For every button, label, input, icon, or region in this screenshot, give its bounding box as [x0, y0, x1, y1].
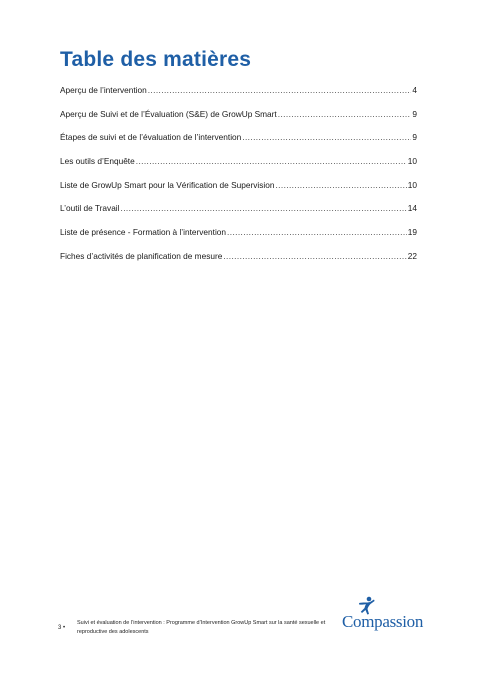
page-title: Table des matières	[60, 48, 252, 71]
toc-dot-leader	[227, 227, 407, 237]
table-of-contents	[60, 85, 417, 275]
toc-entry[interactable]	[60, 203, 417, 227]
toc-dot-leader	[278, 109, 412, 119]
toc-dot-leader	[223, 251, 406, 261]
toc-dot-leader	[242, 132, 411, 142]
toc-entry[interactable]	[60, 251, 417, 275]
toc-entry-page: 9	[412, 132, 417, 143]
toc-entry-label: Aperçu de Suivi et de l’Évaluation (S&E) de GrowUp Smart	[60, 108, 277, 119]
toc-dot-leader	[136, 156, 407, 166]
toc-entry-label: Fiches d’activités de planification de mesure	[60, 250, 223, 261]
footer-page-number-text: 3	[58, 625, 62, 631]
toc-entry-label: Liste de présence - Formation à l’intervention	[60, 227, 227, 238]
footer-text: Suivi et évaluation de l’intervention : Programme d’Intervention GrowUp Smart sur la santé sexuelle et reproductive des adolescents	[77, 620, 326, 635]
toc-entry-page: 10	[407, 179, 417, 190]
toc-entry-page: 4	[412, 85, 417, 95]
toc-dot-leader	[148, 85, 412, 95]
toc-entry[interactable]	[60, 227, 417, 251]
toc-entry-label: Étapes de suivi et de l’évaluation de l’intervention	[60, 132, 242, 143]
toc-entry-page: 10	[407, 156, 417, 167]
toc-entry-label: L’outil de Travail	[60, 203, 120, 214]
toc-entry-page: 9	[412, 108, 417, 119]
toc-entry[interactable]	[60, 109, 417, 133]
toc-entry[interactable]	[60, 132, 417, 156]
compassion-logo	[340, 596, 436, 636]
toc-entry-label: Liste de GrowUp Smart pour la Vérification de Supervision	[60, 179, 275, 190]
toc-entry[interactable]	[60, 180, 417, 204]
toc-entry[interactable]	[60, 156, 417, 180]
toc-dot-leader	[275, 180, 406, 190]
toc-entry-page: 22	[407, 250, 417, 261]
toc-entry-label: Les outils d’Enquête	[60, 156, 135, 167]
toc-dot-leader	[121, 203, 407, 213]
toc-entry-label: Aperçu de l’intervention	[60, 85, 147, 95]
toc-entry-page: 14	[407, 203, 417, 214]
footer-page-number: 3 •	[58, 625, 66, 631]
logo-wordmark: Compassion	[342, 612, 424, 631]
toc-entry[interactable]	[60, 85, 417, 109]
toc-entry-page: 19	[407, 227, 417, 238]
